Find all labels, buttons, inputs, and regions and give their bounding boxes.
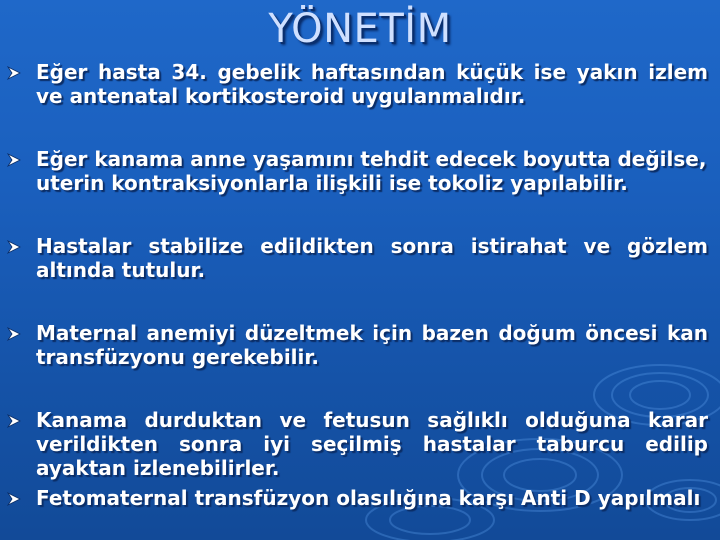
list-item [6, 321, 708, 369]
bullet-text: Maternal anemiyi düzeltmek için bazen doğum öncesi kan transfüzyonu gerekebilir. [36, 321, 708, 369]
list-item [6, 234, 708, 282]
bullet-list [6, 60, 708, 510]
arrow-bullet-icon [6, 65, 22, 81]
bullet-text: Eğer kanama anne yaşamını tehdit edecek boyutta değilse, uterin kontraksiyonlarla ilişkili ise tokoliz yapılabilir. [36, 147, 707, 195]
bullet-text: Kanama durduktan ve fetusun sağlıklı olduğuna karar verildikten sonra iyi seçilmiş hastalar taburcu edilip ayaktan izlenebilirler. [36, 408, 708, 480]
arrow-bullet-icon [6, 326, 22, 342]
bullet-text: Eğer hasta 34. gebelik haftasından küçük ise yakın izlem ve antenatal kortikosteroid uygulanmalıdır. [36, 60, 708, 108]
list-item [6, 408, 708, 480]
arrow-bullet-icon [6, 152, 22, 168]
arrow-bullet-icon [6, 491, 22, 507]
bullet-text: Hastalar stabilize edildikten sonra istirahat ve gözlem altında tutulur. [36, 234, 708, 282]
arrow-bullet-icon [6, 413, 22, 429]
list-item [6, 486, 708, 510]
slide-title: YÖNETİM [268, 6, 452, 52]
list-item [6, 60, 708, 108]
arrow-bullet-icon [6, 239, 22, 255]
list-item [6, 147, 708, 195]
bullet-text: Fetomaternal transfüzyon olasılığına karşı Anti D yapılmalı [36, 486, 701, 510]
